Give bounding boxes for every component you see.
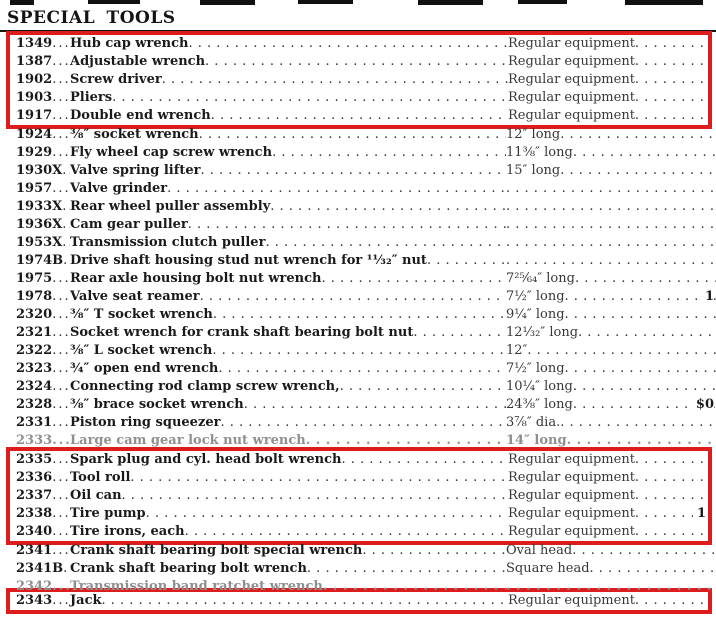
tool-description: Transmission clutch puller: [70, 235, 266, 250]
tool-description: ⅜″ brace socket wrench: [70, 397, 244, 412]
table-row: [0, 234, 716, 252]
part-number: 1387 .....: [16, 53, 70, 71]
price-fragment: 1: [701, 288, 714, 306]
tool-list: [0, 32, 716, 614]
table-row: [0, 542, 716, 560]
dot-leader: [200, 288, 506, 306]
part-number: 2336 .....: [16, 469, 70, 487]
page-title: SPECIAL TOOLS: [7, 8, 176, 28]
table-row: [0, 324, 716, 342]
dot-leader: [321, 270, 506, 288]
equipment-value: Regular equipment . . .: [508, 523, 708, 541]
equipment-value: 7½″ long . . .: [506, 288, 716, 306]
dot-leader: [220, 414, 506, 432]
dot-leader: [272, 144, 506, 162]
equipment-value: Regular equipment . . .: [508, 487, 708, 505]
equipment-value: [506, 180, 716, 198]
table-row: [0, 432, 716, 450]
tool-description: Rear axle housing bolt nut wrench: [70, 271, 322, 286]
tool-description: Connecting rod clamp screw wrench,: [70, 379, 340, 394]
dot-leader: [211, 107, 508, 125]
table-row: [10, 35, 708, 53]
equipment-value: 9¼″ long . . .: [506, 306, 716, 324]
equipment-value: Regular equipment . . .: [508, 71, 708, 89]
dot-leader: [162, 71, 508, 89]
scan-artifact: [200, 0, 255, 5]
table-row: [10, 487, 708, 505]
equipment-value: Regular equipment . . .: [508, 53, 708, 71]
part-number: 1953X .....: [16, 234, 70, 252]
part-number: 1975 .....: [16, 270, 70, 288]
table-row: [0, 144, 716, 162]
dot-leader: [188, 35, 508, 53]
table-row: [0, 288, 716, 306]
equipment-value: [506, 234, 716, 252]
tool-description: Valve seat reamer: [70, 289, 200, 304]
equipment-value: 3⅞″ dia. . . .: [506, 414, 716, 432]
tool-description: Tire irons, each: [70, 524, 185, 539]
equipment-value: 24⅜″ long . . .: [506, 396, 716, 414]
equipment-value: [506, 198, 716, 216]
part-number: 2343 .....: [16, 592, 70, 610]
equipment-value: Oval head . . .: [506, 542, 716, 560]
table-row: [0, 396, 716, 414]
table-row: [0, 360, 716, 378]
table-row: [0, 162, 716, 180]
dot-leader: [212, 342, 506, 360]
tool-description: ⅜″ socket wrench: [70, 127, 199, 142]
tool-description: ⅜″ T socket wrench: [70, 307, 213, 322]
part-number: 1978 .....: [16, 288, 70, 306]
tool-description: Oil can: [70, 488, 122, 503]
dot-leader: [244, 396, 506, 414]
part-number: 1929 .....: [16, 144, 70, 162]
equipment-value: Regular equipment . . .: [508, 89, 708, 107]
dot-leader: [200, 162, 506, 180]
tool-description: ⅜″ L socket wrench: [70, 343, 213, 358]
tool-description: Spark plug and cyl. head bolt wrench: [70, 452, 342, 467]
part-number: 2342 .....: [16, 578, 70, 596]
scan-artifact: [625, 0, 703, 5]
tool-description: Socket wrench for crank shaft bearing bolt nut: [70, 325, 414, 340]
tool-description: Tire pump: [70, 506, 146, 521]
part-number: 2331 .....: [16, 414, 70, 432]
dot-leader: [199, 126, 506, 144]
equipment-value: Regular equipment . . .: [508, 107, 708, 125]
dot-leader: [218, 360, 506, 378]
part-number: 1936X .....: [16, 216, 70, 234]
tool-description: Cam gear puller: [70, 217, 188, 232]
dot-leader: [270, 198, 506, 216]
tool-description: Large cam gear lock nut wrench: [70, 433, 306, 448]
part-number: 2333 .....: [16, 432, 70, 450]
equipment-value: Regular equipment . . .: [508, 592, 708, 610]
scan-artifact: [88, 0, 140, 4]
part-number: 1957 .....: [16, 180, 70, 198]
tool-description: Adjustable wrench: [70, 54, 206, 69]
part-number: 2338 .....: [16, 505, 70, 523]
part-number: 2321 .....: [16, 324, 70, 342]
part-number: 1924 .....: [16, 126, 70, 144]
equipment-value: Regular equipment . . .: [508, 451, 708, 469]
tool-description: Drive shaft housing stud nut wrench for ¹¹⁄₃₂″ nut: [70, 253, 427, 268]
equipment-value: [506, 252, 716, 270]
part-number: 2328 .....: [16, 396, 70, 414]
part-number: 2337 .....: [16, 487, 70, 505]
dot-leader: [341, 451, 508, 469]
dot-leader: [340, 378, 506, 396]
equipment-value: Regular equipment . . .: [508, 35, 708, 53]
tool-description: Piston ring squeezer: [70, 415, 221, 430]
equipment-value: 12¹⁄₃₂″ long . . .: [506, 324, 716, 342]
tool-description: Transmission band ratchet wrench: [70, 579, 323, 594]
equipment-value: 12″ long . . .: [506, 126, 716, 144]
scan-artifact: [298, 0, 353, 4]
dot-leader: [167, 180, 506, 198]
table-row: [10, 71, 708, 89]
part-number: 2320 .....: [16, 306, 70, 324]
tool-description: ¾″ open end wrench: [70, 361, 219, 376]
equipment-value: Regular equipment . . .: [508, 505, 708, 523]
highlight-box: [6, 447, 712, 545]
table-row: [0, 126, 716, 144]
dot-leader: [130, 469, 508, 487]
table-row: [0, 270, 716, 288]
scan-artifact: [518, 0, 567, 4]
price-fragment: $0: [692, 396, 714, 414]
dot-leader: [413, 324, 506, 342]
part-number: 2340 .....: [16, 523, 70, 541]
scan-artifact: [418, 0, 483, 5]
equipment-value: 14″ long . . .: [506, 432, 716, 450]
part-number: 1349 .....: [16, 35, 70, 53]
equipment-value: 7½″ long . . .: [506, 360, 716, 378]
dot-leader: [306, 432, 506, 450]
dot-leader: [213, 306, 506, 324]
part-number: 2341B .....: [16, 560, 70, 578]
equipment-value: 12″ . . .: [506, 342, 716, 360]
tool-description: Hub cap wrench: [70, 36, 189, 51]
dot-leader: [146, 505, 508, 523]
tool-description: Crank shaft bearing bolt special wrench: [70, 543, 363, 558]
table-row: [0, 198, 716, 216]
tool-description: Double end wrench: [70, 108, 211, 123]
scan-artifact: [10, 0, 34, 5]
part-number: 1902 .....: [16, 71, 70, 89]
equipment-value: Square head . . .: [506, 560, 716, 578]
tool-description: Valve grinder: [70, 181, 168, 196]
dot-leader: [185, 523, 508, 541]
table-row: [0, 216, 716, 234]
table-row: [10, 523, 708, 541]
dot-leader: [362, 542, 506, 560]
equipment-value: 10¼″ long . . .: [506, 378, 716, 396]
table-row: [0, 560, 716, 578]
highlight-box: [6, 588, 712, 614]
table-row: [10, 469, 708, 487]
dot-leader: [112, 89, 508, 107]
dot-leader: [102, 592, 509, 610]
equipment-value: Regular equipment . . .: [508, 469, 708, 487]
table-row: [0, 306, 716, 324]
table-row: [0, 180, 716, 198]
table-row: [10, 592, 708, 610]
section-header: [0, 0, 716, 32]
table-row: [10, 451, 708, 469]
equipment-value: 15″ long . . .: [506, 162, 716, 180]
tool-description: Pliers: [70, 90, 113, 105]
part-number: 1930X .....: [16, 162, 70, 180]
table-row: [0, 378, 716, 396]
dot-leader: [188, 216, 506, 234]
table-row: [0, 252, 716, 270]
part-number: 2341 .....: [16, 542, 70, 560]
part-number: 2322 .....: [16, 342, 70, 360]
table-row: [10, 53, 708, 71]
equipment-value: [506, 216, 716, 234]
dot-leader: [265, 234, 506, 252]
equipment-value: 11⅜″ long . . .: [506, 144, 716, 162]
equipment-value: 7²⁵⁄₆₄″ long . . .: [506, 270, 716, 288]
table-row: [10, 107, 708, 125]
dot-leader: [122, 487, 508, 505]
part-number: 2323 .....: [16, 360, 70, 378]
dot-leader: [427, 252, 506, 270]
part-number: 1974B .....: [16, 252, 70, 270]
part-number: 1917 .....: [16, 107, 70, 125]
part-number: 1933X .....: [16, 198, 70, 216]
part-number: 2324 .....: [16, 378, 70, 396]
price-fragment: 1: [693, 505, 706, 523]
tool-description: Tool roll: [70, 470, 131, 485]
table-row: [10, 89, 708, 107]
dot-leader: [307, 560, 506, 578]
tool-description: Valve spring lifter: [70, 163, 201, 178]
dot-leader: [205, 53, 508, 71]
tool-description: Jack: [70, 593, 102, 608]
tool-description: Crank shaft bearing bolt wrench: [70, 561, 307, 576]
table-row: [0, 414, 716, 432]
tool-description: Rear wheel puller assembly: [70, 199, 271, 214]
table-row: [10, 505, 708, 523]
tool-description: Screw driver: [70, 72, 162, 87]
highlight-box: [6, 31, 712, 129]
tool-description: Fly wheel cap screw wrench: [70, 145, 273, 160]
table-row: [0, 342, 716, 360]
part-number: 2335 .....: [16, 451, 70, 469]
part-number: 1903 .....: [16, 89, 70, 107]
